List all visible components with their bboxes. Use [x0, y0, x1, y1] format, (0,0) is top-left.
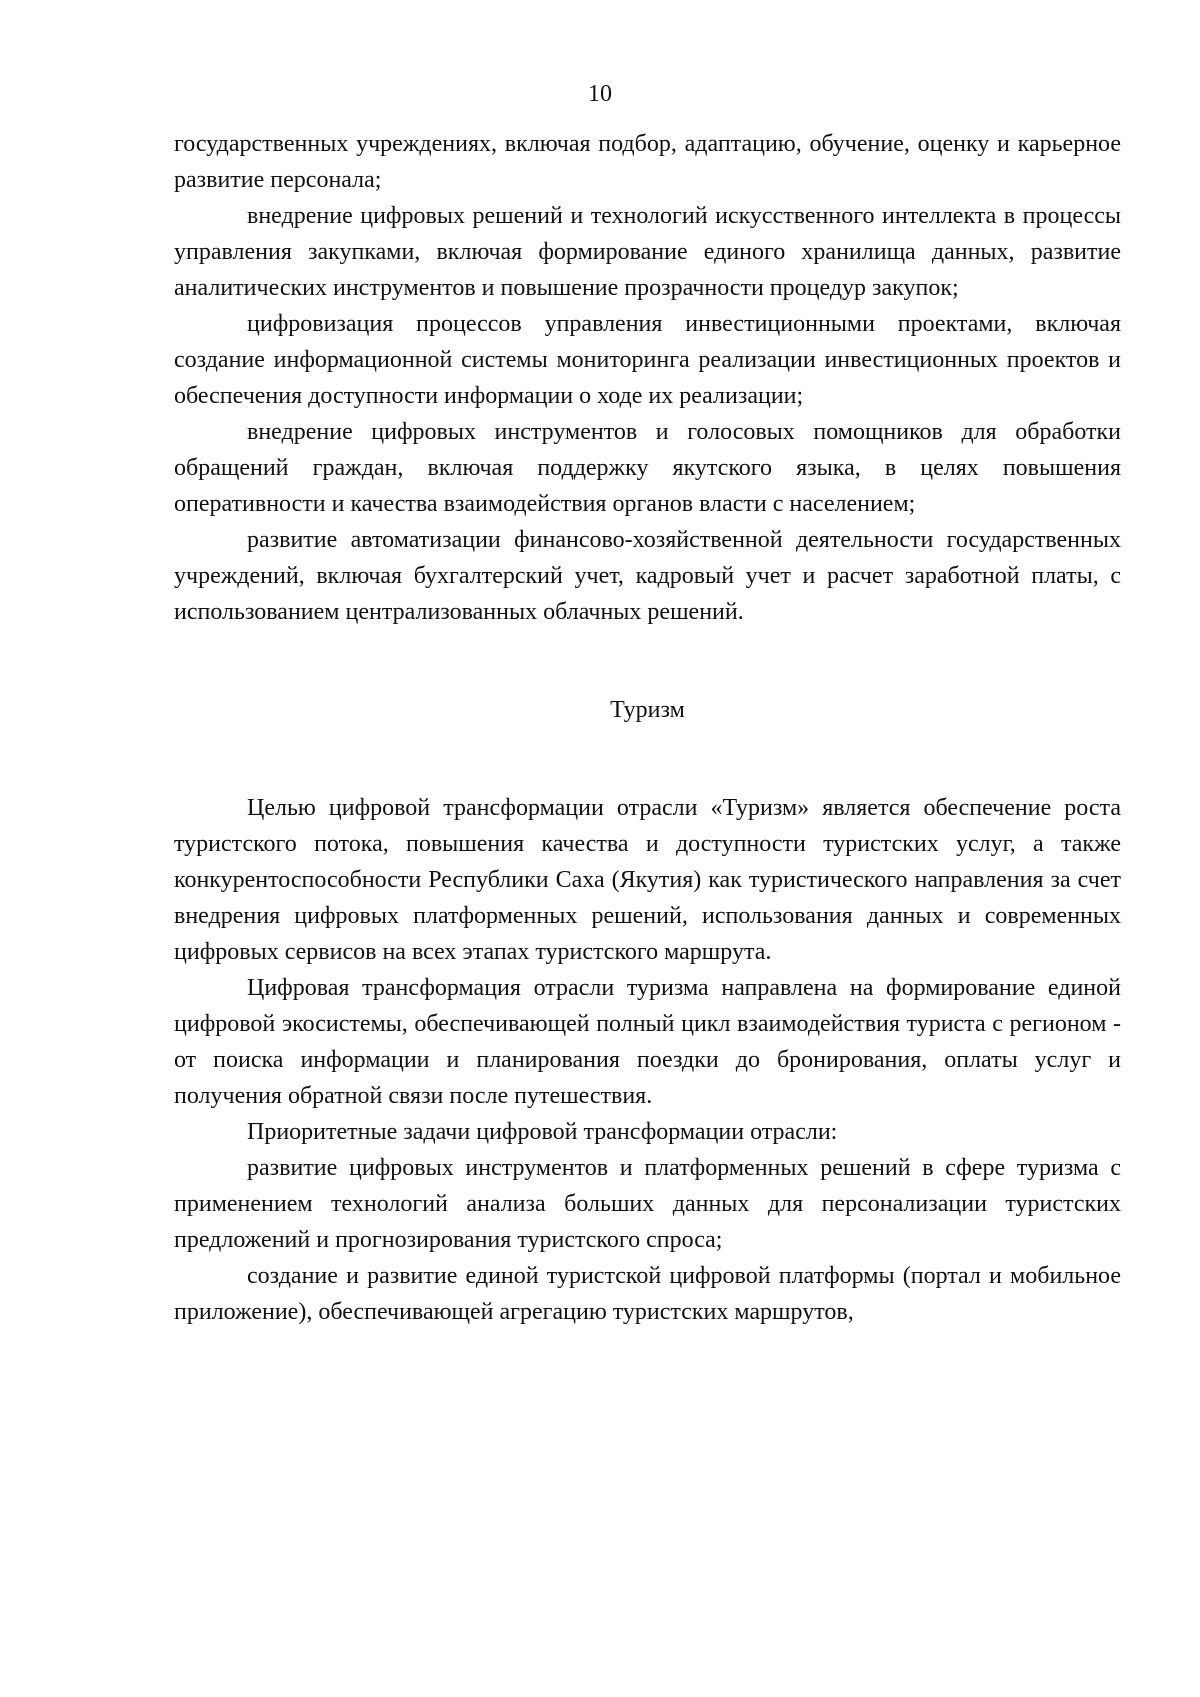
paragraph: государственных учреждениях, включая подбор, адаптацию, обучение, оценку и карьерное развитие персонала; [174, 131, 1121, 193]
paragraph: создание и развитие единой туристской цифровой платформы (портал и мобильное приложение), обеспечивающей агрегацию туристских маршрутов, [174, 1263, 1121, 1325]
paragraph: внедрение цифровых решений и технологий искусственного интеллекта в процессы управления закупками, включая формирование единого хранилища данных, развитие аналитических инструментов и повышение прозрачности процедур закупок; [174, 203, 1121, 301]
paragraph: цифровизация процессов управления инвестиционными проектами, включая создание информационной системы мониторинга реализации инвестиционных проектов и обеспечения доступности информации о ходе их реализации; [174, 311, 1121, 409]
paragraph: Целью цифровой трансформации отрасли «Туризм» является обеспечение роста туристского потока, повышения качества и доступности туристских услуг, а также конкурентоспособности Республики Саха (Якутия) как туристического направления за счет внедрения цифровых платформенных решений, использования данных и современных цифровых сервисов на всех этапах туристского маршрута. [174, 795, 1121, 965]
section-heading: Туризм [610, 697, 685, 723]
paragraph: развитие цифровых инструментов и платформенных решений в сфере туризма с применением технологий анализа больших данных для персонализации туристских предложений и прогнозирования туристского спроса; [174, 1155, 1121, 1253]
paragraph: Приоритетные задачи цифровой трансформации отрасли: [247, 1119, 838, 1145]
section-public-administration [174, 126, 1121, 630]
section-tourism [174, 790, 1121, 1330]
paragraph: развитие автоматизации финансово-хозяйственной деятельности государственных учреждений, включая бухгалтерский учет, кадровый учет и расчет заработной платы, с использованием централизованных облачных решений. [174, 527, 1121, 625]
paragraph: внедрение цифровых инструментов и голосовых помощников для обработки обращений граждан, включая поддержку якутского языка, в целях повышения оперативности и качества взаимодействия органов власти с населением; [174, 419, 1121, 517]
paragraph: Цифровая трансформация отрасли туризма направлена на формирование единой цифровой экосистемы, обеспечивающей полный цикл взаимодействия туриста с регионом - от поиска информации и планирования поездки до бронирования, оплаты услуг и получения обратной связи после путешествия. [174, 975, 1121, 1109]
document-body [174, 126, 1121, 1330]
page-number: 10 [588, 81, 612, 107]
